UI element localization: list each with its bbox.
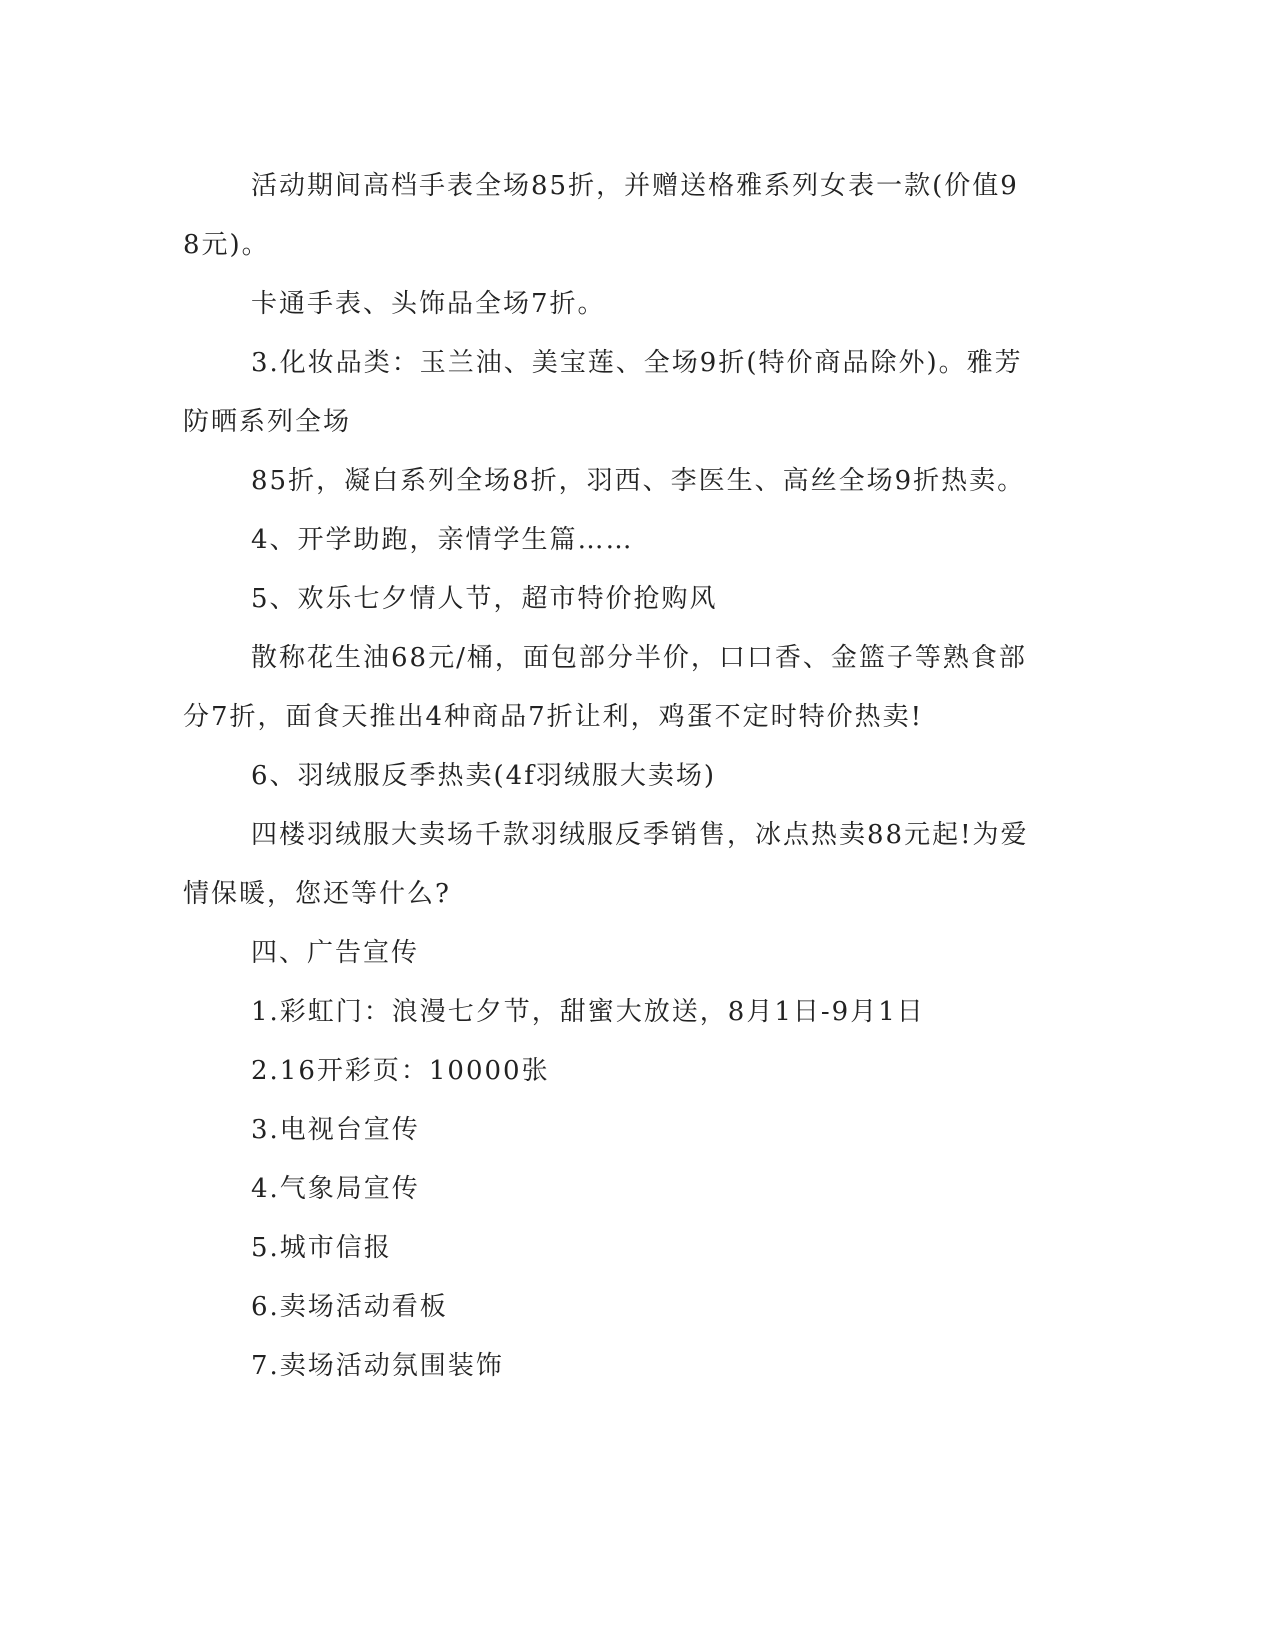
paragraph-down-jacket-heading: 6、羽绒服反季热卖(4f羽绒服大卖场) bbox=[251, 761, 716, 791]
paragraph-watch-discount: 活动期间高档手表全场85折，并赠送格雅系列女表一款(价值98元)。 bbox=[183, 171, 1019, 260]
list-item-store-billboard: 6.卖场活动看板 bbox=[251, 1292, 448, 1322]
section-heading-advertising: 四、广告宣传 bbox=[251, 938, 420, 968]
document-body bbox=[183, 157, 1033, 1396]
paragraph-down-jacket-detail: 四楼羽绒服大卖场千款羽绒服反季销售，冰点热卖88元起!为爱情保暖，您还等什么? bbox=[183, 820, 1029, 909]
list-item-color-pages: 2.16开彩页：10000张 bbox=[251, 1056, 550, 1086]
list-item-store-decoration: 7.卖场活动氛围装饰 bbox=[251, 1351, 504, 1381]
list-item-city-newspaper: 5.城市信报 bbox=[251, 1233, 392, 1263]
paragraph-cosmetics: 3.化妆品类：玉兰油、美宝莲、全场9折(特价商品除外)。雅芳防晒系列全场 bbox=[183, 348, 1023, 437]
paragraph-supermarket-deals: 散称花生油68元/桶，面包部分半价，口口香、金篮子等熟食部分7折，面食天推出4种商品7折让利，鸡蛋不定时特价热卖! bbox=[183, 643, 1027, 732]
list-item-rainbow-gate: 1.彩虹门：浪漫七夕节，甜蜜大放送，8月1日-9月1日 bbox=[251, 997, 925, 1027]
list-item-tv-station: 3.电视台宣传 bbox=[251, 1115, 420, 1145]
paragraph-cosmetics-continued: 85折，凝白系列全场8折，羽西、李医生、高丝全场9折热卖。 bbox=[251, 466, 1026, 496]
paragraph-qixi-supermarket: 5、欢乐七夕情人节，超市特价抢购风 bbox=[251, 584, 718, 614]
paragraph-cartoon-watch: 卡通手表、头饰品全场7折。 bbox=[251, 289, 606, 319]
paragraph-back-to-school: 4、开学助跑，亲情学生篇…… bbox=[251, 525, 634, 555]
list-item-weather-bureau: 4.气象局宣传 bbox=[251, 1174, 420, 1204]
